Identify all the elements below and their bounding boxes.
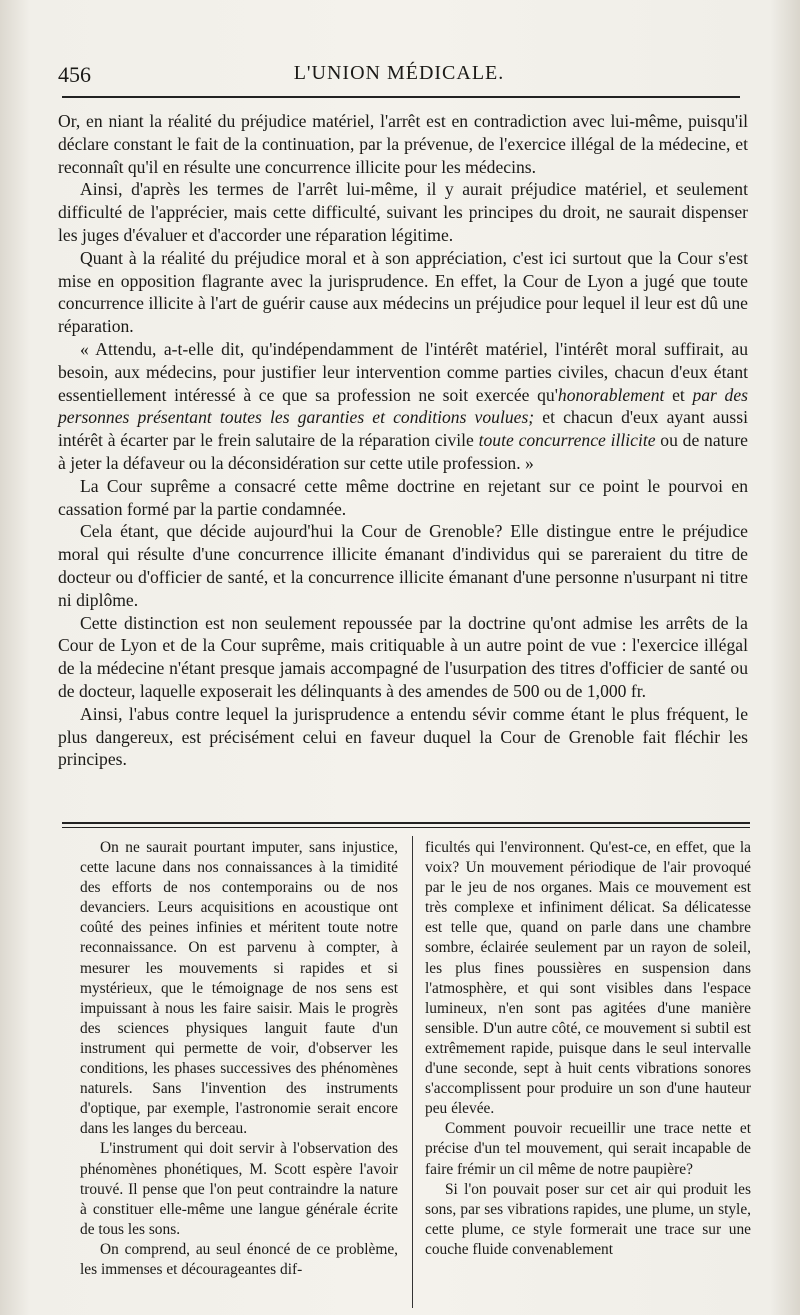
article-paragraph: Cela étant, que décide aujourd'hui la Cour de Grenoble? Elle distingue entre le préjudice moral qui résulte d'une concurrence illicite émanant d'individus qui se pareraient du titre de docteur ou d'officier de santé, et la concurrence illicite émanant d'une personne n'usurpant ni titre ni diplôme. xyxy=(58,521,748,610)
quote-text: et chacun d'eux ayant aussi intérêt à écarter par le frein salutaire de la réparation civile xyxy=(58,407,748,451)
page-header xyxy=(58,62,740,92)
quote-text: et xyxy=(664,384,693,405)
feuilleton-paragraph: L'instrument qui doit servir à l'observation des phénomènes phonétiques, M. Scott espère l'avoir trouvé. Il pense que l'on peut contraindre la nature à constituer elle-même une langue générale écrite de tous les sons. xyxy=(80,1140,398,1238)
article-paragraph: Or, en niant la réalité du préjudice matériel, l'arrêt est en contradiction avec lui-même, puisqu'il déclare constant le fait de la continuation, par la prévenue, de l'exercice illégal de la médecine, et reconnaît qu'il en résulte une concurrence illicite pour les médecins. xyxy=(58,111,748,177)
quote-italic: par des personnes présentant toutes les garanties et conditions voulues; xyxy=(58,384,749,428)
column-divider xyxy=(412,836,413,1308)
article-paragraph: Ainsi, l'abus contre lequel la jurisprudence a entendu sévir comme étant le plus fréquent, le plus dangereux, est précisément celui en faveur duquel la Cour de Grenoble fait fléchir les principes. xyxy=(58,703,748,770)
running-title: L'UNION MÉDICALE. xyxy=(293,62,505,84)
main-article xyxy=(58,110,748,771)
article-paragraph: Ainsi, d'après les termes de l'arrêt lui-même, il y aurait préjudice matériel, et seulement difficulté de l'apprécier, mais cette difficulté, suivant les principes du droit, ne saurait dispenser les juges d'évaluer et d'accorder une réparation légitime. xyxy=(58,179,748,245)
quote-italic: honorablement xyxy=(557,384,665,405)
feuilleton-column-right xyxy=(425,838,751,1260)
quote-italic: toute concurrence illicite xyxy=(478,430,656,451)
feuilleton-paragraph: Si l'on pouvait poser sur cet air qui produit les sons, par ses vibrations rapides, une plume, un style, cette plume, ce style formerait une trace sur une couche fluide convenablement xyxy=(425,1180,751,1258)
quote-text: « Attendu, a-t-elle dit, qu'indépendamment de l'intérêt matériel, l'intérêt moral suffirait, au besoin, aux médecins, pour justifier leur intervention comme parties civiles, chacun d'eux étant essentiellement intéressé à ce que sa profession ne soit exercée qu' xyxy=(58,338,748,405)
article-paragraph: Cette distinction est non seulement repoussée par la doctrine qu'ont admise les arrêts de la Cour de Lyon et de la Cour suprême, mais critiquable à un autre point de vue : l'exercice illégal de la médecine n'étant presque jamais accompagné de l'usurpation des titres d'officier de santé ou de docteur, laquelle exposerait les délinquants à des amendes de 500 ou de 1,000 fr. xyxy=(58,612,748,701)
feuilleton-paragraph: On ne saurait pourtant imputer, sans injustice, cette lacune dans nos connaissances à la timidité des efforts de nos contemporains ou de nos devanciers. Leurs acquisitions en acoustique ont coûté des peines infinies et méritent toute notre reconnaissance. On est parvenu à compter, à mesurer les mouvements si rapides et si mystérieux, que le témoignage de nos sens est impuissant à nous les faire saisir. Mais le progrès des sciences physiques languit faute d'un instrument qui permette de voir, d'observer les conditions, les phases successives des phénomènes naturels. Sans l'invention des instruments d'optique, par exemple, l'astronomie serait encore dans les langes du berceau. xyxy=(80,839,398,1138)
page-number: 456 xyxy=(58,62,91,87)
feuilleton-paragraph: On comprend, au seul énoncé de ce problème, les immenses et décourageantes dif- xyxy=(80,1240,398,1278)
feuilleton-column-left xyxy=(80,838,398,1280)
feuilleton-separator xyxy=(62,822,750,828)
article-paragraph: Quant à la réalité du préjudice moral et à son appréciation, c'est ici surtout que la Cour s'est mise en opposition flagrante avec la jurisprudence. En effet, la Cour de Lyon a jugé que toute concurrence illicite à l'art de guérir cause aux médecins un préjudice pour lequel il leur est dû une réparation. xyxy=(58,247,748,337)
header-rule xyxy=(62,96,740,98)
feuilleton-paragraph: Comment pouvoir recueillir une trace nette et précise d'un tel mouvement, qui serait incapable de faire frémir un cil même de notre paupière? xyxy=(425,1120,751,1178)
article-paragraph: La Cour suprême a consacré cette même doctrine en rejetant sur ce point le pourvoi en cassation formé par la partie condamnée. xyxy=(58,475,748,519)
feuilleton-paragraph: ficultés qui l'environnent. Qu'est-ce, en effet, que la voix? Un mouvement périodique de l'air provoqué par le jeu de nos organes. Mais ce mouvement est très complexe et infiniment délicat. Sa délicatesse est telle que, quand on parle dans une chambre sombre, éclairée seulement par un rayon de soleil, les plus fines poussières en suspension dans l'atmosphère, et qui sont visibles dans l'espace lumineux, n'en sont pas agitées d'une manière sensible. D'un autre côté, ce mouvement si subtil est extrêmement rapide, puisque dans le seul intervalle d'une seconde, sept à huit cents vibrations sonores s'accomplissent pour produire un son d'une hauteur peu élevée. xyxy=(425,839,751,1118)
quote-text: ou de nature à jeter la défaveur ou la déconsidération sur cette utile profession. » xyxy=(58,430,748,473)
quoted-judgment xyxy=(58,338,748,475)
